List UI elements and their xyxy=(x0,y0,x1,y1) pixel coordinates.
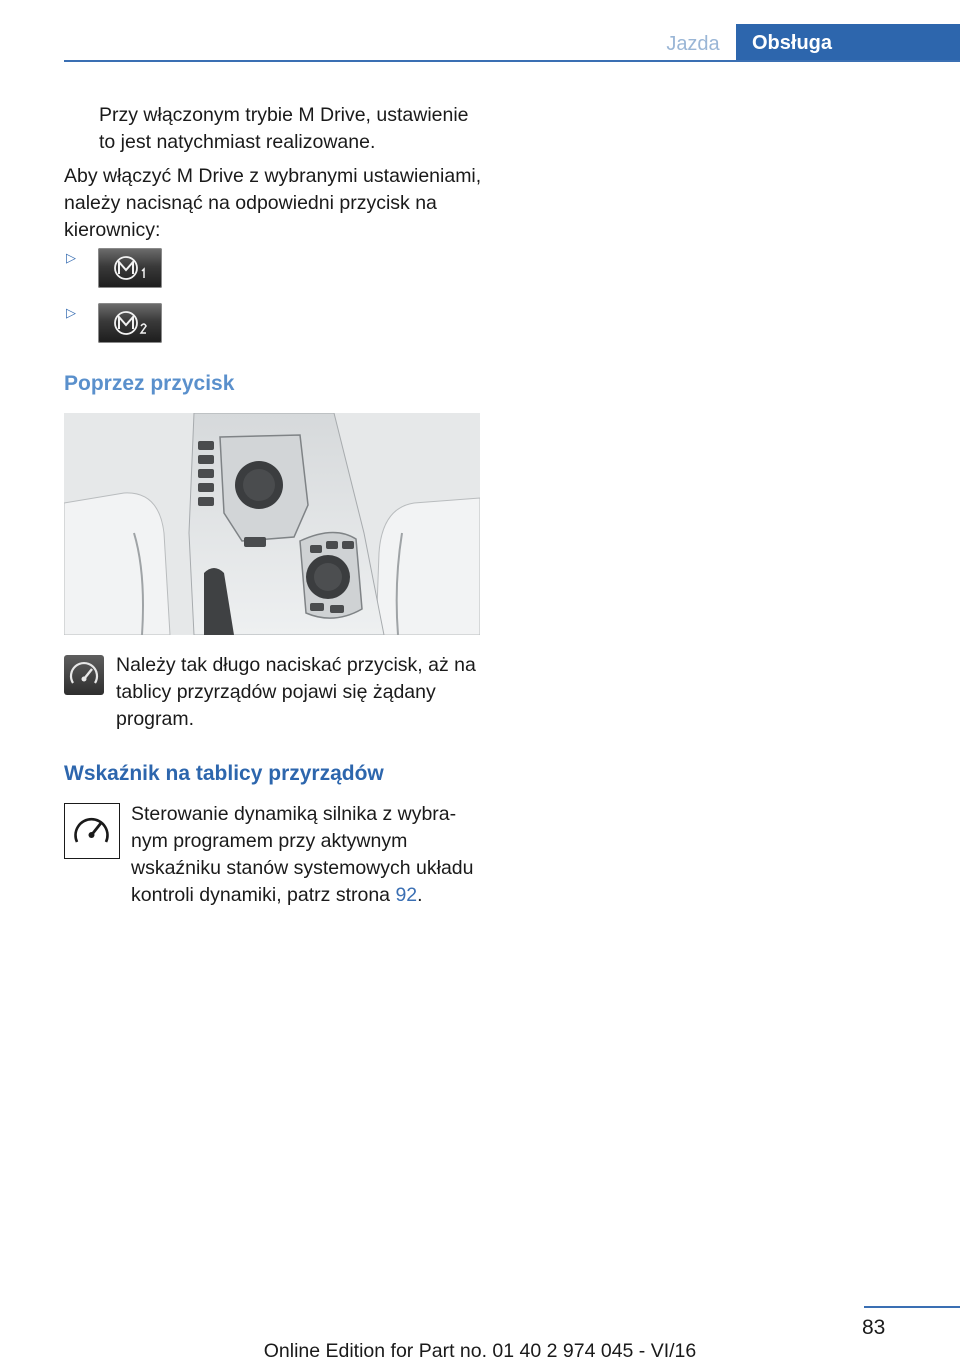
note-press-button xyxy=(64,652,484,733)
page-number-rule xyxy=(864,1306,960,1308)
center-console-illustration xyxy=(64,413,480,635)
paragraph-m-drive-active: Przy włączonym trybie M Drive, ustawienie to jest natychmiast realizowane. xyxy=(99,104,469,153)
header-rule xyxy=(64,60,960,62)
page-number: 83 xyxy=(862,1316,886,1339)
heading-via-button: Poprzez przycisk xyxy=(64,372,235,395)
tab-obsluga[interactable]: Obsługa xyxy=(736,24,960,62)
paragraph-m-drive-instructions: Aby włączyć M Drive z wybranymi ustawieniami, należy nacisnąć na odpowiedni przycisk na kierownicy: xyxy=(64,165,482,241)
m1-button-icon xyxy=(98,248,162,288)
tab-jazda[interactable]: Jazda xyxy=(666,33,720,55)
page-link-92[interactable]: 92 xyxy=(395,884,418,906)
note-dynamic-control xyxy=(64,801,484,909)
bullet-marker: ▷ xyxy=(66,250,76,265)
edition-footer: Online Edition for Part no. 01 40 2 974 045 - VI/16 xyxy=(263,1340,697,1362)
m2-button-icon xyxy=(98,303,162,343)
note-dynamic-control-text: Sterowanie dynamiką silnika z wybranym programem przy aktywnym wskaźniku stanów systemowych układu kontroli dynamiki, patrz strona 92. xyxy=(131,803,474,906)
heading-instrument-cluster-display: Wskaźnik na tablicy przyrządów xyxy=(64,762,384,785)
bullet-marker: ▷ xyxy=(66,305,76,320)
note-press-button-text: Należy tak długo naciskać przycisk, aż na tablicy przyrządów pojawi się żądany program. xyxy=(116,654,476,730)
